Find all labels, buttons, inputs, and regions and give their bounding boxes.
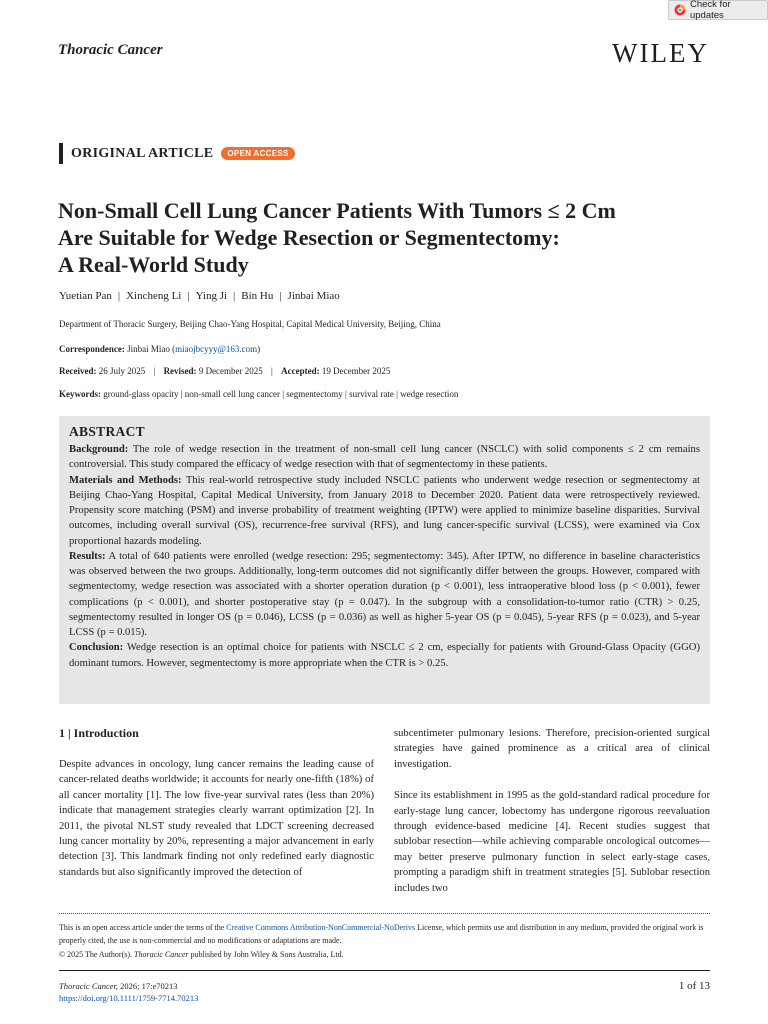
background-text: The role of wedge resection in the treatment of non-small cell lung cancer (NSCLC) with solid components ≤ 2 cm remains controversial. This study compared the efficacy of wedge resection with that of segmentectomy in these patients.: [69, 444, 700, 471]
author[interactable]: Jinbai Miao: [287, 290, 340, 302]
correspondence-name: Jinbai Miao: [127, 344, 170, 354]
abstract-box: [59, 416, 710, 704]
article-type-bar: [59, 143, 63, 164]
methods-text: This real-world retrospective study included NSCLC patients who underwent wedge resection or segmentectomy at Beijing Chao-Yang Hospital, Capital Medical University, from January 2018 to December 2020. Patient data were retrospectively reviewed. Propensity score matching (PSM) and inverse probability of treatment weighting (IPTW) were applied to minimize baseline disparities. Survival outcomes, including overall survival (OS), recurrence-free survival (RFS), and lung cancer-specific survival (LCSS), were examined via Cox proportional hazards modeling.: [69, 474, 700, 547]
author-separator: |: [279, 290, 282, 302]
license-text: License, which permits use and distribution in any medium, provided the original work is properly cited, the use is non-commercial and no modifications or adaptations are made.: [59, 923, 704, 945]
body-column-left: [59, 726, 374, 880]
abstract-conclusion: [69, 640, 700, 671]
conclusion-text: Wedge resection is an optimal choice for patients with NSCLC ≤ 2 cm, especially for patients with Ground-Glass Opacity (GGO) dominant tumors. However, segmentectomy is more appropriate when the CTR is > 0.25.: [69, 642, 700, 669]
citation-details: 2026; 17:e70213: [118, 981, 178, 991]
copyright: [59, 950, 344, 959]
publisher-logo: WILEY: [612, 38, 709, 68]
correspondence-email-link[interactable]: miaojbcyyy@163.com: [175, 344, 258, 354]
check-for-updates-button[interactable]: [668, 0, 768, 20]
title-line: Are Suitable for Wedge Resection or Segmentectomy:: [58, 225, 560, 250]
license-text: This is an open access article under the terms of the: [59, 923, 227, 932]
accepted-date: 19 December 2025: [321, 366, 391, 376]
license-link[interactable]: Creative Commons Attribution-NonCommercial-NoDerivs: [226, 923, 416, 932]
received-label: Received:: [59, 366, 97, 376]
results-text: A total of 640 patients were enrolled (wedge resection: 295; segmentectomy: 345). After IPTW, no difference in baseline characteristics was observed between the two groups. Additionally, long-term outcomes did not significantly differ between the groups. However, compared with segmentectomy, wedge resection was associated with a shorter operation duration (p < 0.001), less intraoperative blood loss (p < 0.001), fewer complications (p < 0.001), and shorter postoperative stay (p = 0.047). In the subgroup with a consolidation-to-tumor ratio (CTR) > 0.25, segmentectomy resulted in longer OS (p = 0.046), LCSS (p = 0.036) as well as higher 5-year OS (p = 0.045), 5-year RFS (p = 0.023), and 5-year LCSS (p = 0.015).: [69, 550, 700, 638]
background-label: Background:: [69, 444, 129, 455]
citation-journal: Thoracic Cancer,: [59, 981, 119, 991]
methods-label: Materials and Methods:: [69, 474, 182, 486]
copyright-text: © 2025 The Author(s).: [59, 950, 135, 959]
author-separator: |: [187, 290, 190, 302]
title-line: Non-Small Cell Lung Cancer Patients With Tumors ≤ 2 Cm: [58, 198, 616, 223]
footer-divider: [59, 970, 710, 971]
citation-line: [59, 980, 198, 992]
introduction-paragraph: subcentimeter pulmonary lesions. Therefore, precision-oriented surgical strategies have gained prominence as a critical area of clinical investigation.: [394, 728, 710, 770]
author[interactable]: Bin Hu: [241, 290, 274, 302]
keywords-label: Keywords:: [59, 389, 101, 399]
author[interactable]: Yuetian Pan: [59, 290, 112, 302]
article-type-label: ORIGINAL ARTICLE: [71, 145, 214, 161]
author-list: [59, 290, 340, 302]
abstract-heading: ABSTRACT: [69, 424, 145, 439]
results-label: Results:: [69, 550, 106, 562]
keywords-text: ground-glass opacity | non-small cell lung cancer | segmentectomy | survival rate | wedge resection: [103, 389, 459, 399]
accepted-label: Accepted:: [281, 366, 320, 376]
date-separator: |: [271, 366, 273, 376]
date-separator: |: [153, 366, 156, 376]
introduction-paragraph: Since its establishment in 1995 as the gold-standard radical procedure for early-stage lung cancer, lobectomy has undergone rigorous reevaluation through evidence-based medicine [4]. Recent studies suggest that sublobar resection—while achieving comparable oncological outcomes—may better preserve pulmonary function in select early-stage cases, prompting a paradigm shift in treatment strategies [5]. Sublobar resection includes two: [394, 790, 710, 894]
keywords: [59, 389, 458, 399]
license-notice: [59, 921, 710, 947]
abstract-results: [69, 549, 700, 641]
revised-label: Revised:: [163, 366, 197, 376]
section-heading-introduction: 1 | Introduction: [59, 726, 139, 740]
author-separator: |: [117, 290, 121, 302]
license-divider: [59, 913, 710, 914]
article-dates: [59, 366, 390, 376]
footer-citation: [59, 980, 198, 1004]
body-column-right: [394, 726, 710, 896]
correspondence-label: Correspondence:: [59, 344, 125, 354]
copyright-journal: Thoracic Cancer: [134, 950, 189, 959]
author[interactable]: Ying Ji: [195, 290, 228, 302]
received-date: 26 July 2025: [98, 366, 146, 376]
check-for-updates-label: Check for updates: [689, 0, 731, 21]
abstract-methods: [69, 473, 700, 549]
article-type: [59, 143, 295, 164]
affiliation: Department of Thoracic Surgery, Beijing Chao-Yang Hospital, Capital Medical University, Beijing, China: [59, 319, 441, 329]
title-line: A Real-World Study: [58, 252, 249, 277]
open-access-badge: OPEN ACCESS: [221, 147, 294, 160]
introduction-paragraph: Despite advances in oncology, lung cancer remains the leading cause of cancer-related deaths worldwide; it accounts for nearly one-fifth (18%) of all cancer mortality [1]. The low five-year survival rates (less than 20%) indicate that management strategies clearly warrant optimization [2]. In 2011, the pivotal NLST study revealed that LDCT screening decreased lung cancer mortality by 20%, representing a major advancement in early detection [3]. This landmark finding not only redefined early diagnostic standards but also significantly improved the detection of: [59, 759, 374, 878]
revised-date: 9 December 2025: [198, 366, 263, 376]
doi-link[interactable]: https://doi.org/10.1111/1759-7714.70213: [59, 993, 199, 1003]
page-number: 1 of 13: [678, 980, 710, 992]
copyright-text: published by John Wiley & Sons Australia, Ltd.: [188, 950, 344, 959]
author-separator: |: [233, 290, 236, 302]
conclusion-label: Conclusion:: [69, 642, 124, 654]
correspondence: Correspondence: Jinbai Miao (miaojbcyyy@163.com): [59, 344, 261, 354]
author[interactable]: Xincheng Li: [126, 290, 182, 302]
abstract-background: [69, 442, 700, 473]
journal-name: Thoracic Cancer: [58, 42, 163, 58]
crossmark-icon: [674, 4, 686, 16]
article-title: [58, 197, 718, 278]
